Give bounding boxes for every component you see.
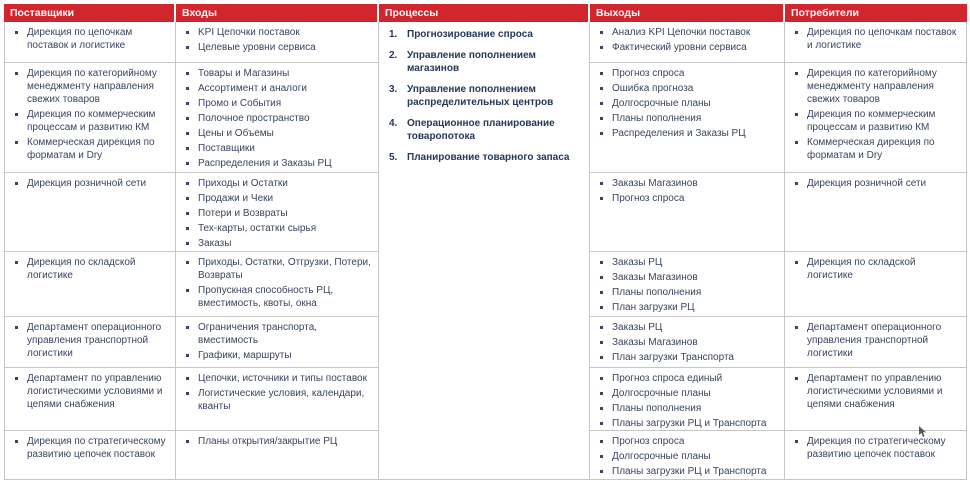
column-body-suppliers xyxy=(4,22,176,480)
bullet-icon xyxy=(795,113,798,116)
list-item-text: Заказы РЦ xyxy=(612,322,663,333)
list-item xyxy=(595,387,780,400)
list-item-text: Цены и Объемы xyxy=(198,128,274,139)
list-item-text: Потери и Возвраты xyxy=(198,208,288,219)
list-item xyxy=(10,67,171,106)
bullet-icon xyxy=(600,182,603,185)
bullet-icon xyxy=(186,242,189,245)
column-body-customers xyxy=(785,22,967,480)
list-item-text: Департамент по управлению логистическими условиями и цепями снабжения xyxy=(27,373,163,410)
list-item xyxy=(595,417,780,430)
list-item xyxy=(595,177,780,190)
table-cell xyxy=(5,63,175,173)
list-item xyxy=(181,222,374,235)
column-body-inputs xyxy=(176,22,379,480)
list-item xyxy=(10,177,171,190)
bullet-icon xyxy=(186,326,189,329)
bullet-icon xyxy=(600,392,603,395)
table-cell xyxy=(785,252,966,317)
column-suppliers xyxy=(4,4,176,480)
list-item-text: Ошибка прогноза xyxy=(612,83,694,94)
bullet-icon xyxy=(186,289,189,292)
bullet-icon xyxy=(795,261,798,264)
list-item xyxy=(181,142,374,155)
list-item xyxy=(10,256,171,282)
list-item xyxy=(181,82,374,95)
list-item xyxy=(595,351,780,364)
list-item-text: Фактический уровни сервиса xyxy=(612,42,747,53)
list-item xyxy=(10,26,171,52)
bullet-icon xyxy=(186,182,189,185)
list-item xyxy=(595,82,780,95)
list-item xyxy=(595,465,780,478)
list-item-text: Прогноз спроса xyxy=(612,193,685,204)
sipoc-table xyxy=(4,4,967,480)
list-item xyxy=(595,26,780,39)
process-number: 1. xyxy=(389,29,398,40)
table-cell xyxy=(5,22,175,63)
list-item-text: Заказы Магазинов xyxy=(612,337,698,348)
bullet-icon xyxy=(186,197,189,200)
table-cell xyxy=(590,22,784,63)
list-item-text: Заказы xyxy=(198,238,232,249)
list-item-text: Логистические условия, календари, кванты xyxy=(198,388,365,412)
column-header-processes: Процессы xyxy=(379,4,590,22)
bullet-icon xyxy=(15,261,18,264)
bullet-icon xyxy=(15,326,18,329)
column-inputs xyxy=(176,4,379,480)
table-cell xyxy=(590,431,784,480)
list-item xyxy=(595,372,780,385)
bullet-icon xyxy=(186,212,189,215)
bullet-icon xyxy=(600,455,603,458)
list-item-text: Дирекция по стратегическому развитию цепочек поставок xyxy=(27,436,166,460)
list-item-text: Пропускная способность РЦ, вместимость, квоты, окна xyxy=(198,285,334,309)
list-item xyxy=(181,26,374,39)
bullet-icon xyxy=(600,326,603,329)
list-item-text: Приходы, Остатки, Отгрузки, Потери, Возвраты xyxy=(198,257,371,281)
list-item xyxy=(595,435,780,448)
list-item xyxy=(790,26,962,52)
bullet-icon xyxy=(600,132,603,135)
bullet-icon xyxy=(600,102,603,105)
list-item xyxy=(595,97,780,110)
list-item-text: Цепочки, источники и типы поставок xyxy=(198,373,367,384)
process-number: 5. xyxy=(389,152,398,163)
column-body-outputs xyxy=(590,22,785,480)
bullet-icon xyxy=(186,147,189,150)
list-item-text: Поставщики xyxy=(198,143,255,154)
list-item xyxy=(790,256,962,282)
list-item xyxy=(181,112,374,125)
bullet-icon xyxy=(600,341,603,344)
bullet-icon xyxy=(15,113,18,116)
list-item xyxy=(181,372,374,385)
process-item xyxy=(379,49,587,75)
process-number: 3. xyxy=(389,84,398,95)
list-item-text: Департамент операционного управления транспортной логистики xyxy=(27,322,162,359)
list-item xyxy=(181,177,374,190)
list-item-text: Планы открытия/закрытие РЦ xyxy=(198,436,338,447)
list-item xyxy=(181,157,374,170)
bullet-icon xyxy=(186,87,189,90)
table-cell xyxy=(5,368,175,431)
bullet-icon xyxy=(600,276,603,279)
table-cell xyxy=(785,368,966,431)
column-processes xyxy=(379,4,590,480)
bullet-icon xyxy=(600,261,603,264)
list-item xyxy=(10,321,171,360)
column-header-suppliers: Поставщики xyxy=(4,4,176,22)
bullet-icon xyxy=(186,102,189,105)
table-cell xyxy=(5,252,175,317)
list-item xyxy=(181,349,374,362)
list-item xyxy=(181,284,374,310)
bullet-icon xyxy=(600,31,603,34)
bullet-icon xyxy=(600,87,603,90)
list-item-text: Целевые уровни сервиса xyxy=(198,42,316,53)
list-item xyxy=(790,321,962,360)
list-item xyxy=(595,256,780,269)
table-cell xyxy=(785,173,966,252)
list-item-text: Дирекция по коммерческим процессам и развитию КМ xyxy=(27,109,156,133)
list-item-text: Дирекция по коммерческим процессам и развитию КМ xyxy=(807,109,936,133)
list-item xyxy=(10,108,171,134)
list-item-text: Дирекция по цепочкам поставок и логистике xyxy=(27,27,133,51)
list-item xyxy=(181,387,374,413)
bullet-icon xyxy=(186,72,189,75)
list-item-text: Тех-карты, остатки сырья xyxy=(198,223,317,234)
bullet-icon xyxy=(600,306,603,309)
list-item-text: Анализ KPI Цепочки поставок xyxy=(612,27,751,38)
column-header-inputs: Входы xyxy=(176,4,379,22)
bullet-icon xyxy=(15,182,18,185)
table-cell xyxy=(176,63,378,173)
list-item xyxy=(181,207,374,220)
bullet-icon xyxy=(186,392,189,395)
table-cell xyxy=(176,173,378,252)
list-item xyxy=(10,435,171,461)
list-item-text: Дирекция розничной сети xyxy=(27,178,147,189)
list-item xyxy=(595,301,780,314)
list-item-text: Прогноз спроса xyxy=(612,68,685,79)
table-cell xyxy=(176,368,378,431)
list-item-text: Приходы и Остатки xyxy=(198,178,288,189)
bullet-icon xyxy=(600,422,603,425)
list-item xyxy=(181,237,374,250)
table-cell xyxy=(785,22,966,63)
process-text: Управление пополнением магазинов xyxy=(407,50,536,74)
list-item xyxy=(790,136,962,162)
mouse-cursor-icon xyxy=(918,426,928,438)
bullet-icon xyxy=(15,440,18,443)
list-item xyxy=(790,67,962,106)
process-number: 4. xyxy=(389,118,398,129)
list-item-text: Прогноз спроса единый xyxy=(612,373,723,384)
list-item-text: План загрузки Транспорта xyxy=(612,352,734,363)
list-item-text: Планы пополнения xyxy=(612,113,702,124)
list-item xyxy=(595,336,780,349)
list-item xyxy=(595,402,780,415)
process-text: Управление пополнением распределительных центров xyxy=(407,84,554,108)
table-cell xyxy=(176,317,378,368)
bullet-icon xyxy=(795,326,798,329)
bullet-icon xyxy=(186,162,189,165)
process-item xyxy=(379,28,587,41)
process-number: 2. xyxy=(389,50,398,61)
list-item-text: Долгосрочные планы xyxy=(612,388,711,399)
bullet-icon xyxy=(795,141,798,144)
list-item-text: Распределения и Заказы РЦ xyxy=(612,128,746,139)
list-item-text: Ограничения транспорта, вместимость xyxy=(198,322,318,346)
table-cell xyxy=(785,431,966,480)
list-item-text: Дирекция по стратегическому развитию цепочек поставок xyxy=(807,436,946,460)
bullet-icon xyxy=(600,291,603,294)
process-list xyxy=(379,22,589,164)
list-item xyxy=(790,435,962,461)
bullet-icon xyxy=(600,72,603,75)
table-cell xyxy=(590,368,784,431)
bullet-icon xyxy=(15,72,18,75)
table-cell xyxy=(785,63,966,173)
list-item-text: Долгосрочные планы xyxy=(612,98,711,109)
process-text: Прогнозирование спроса xyxy=(407,29,533,40)
table-cell xyxy=(590,63,784,173)
list-item xyxy=(595,321,780,334)
list-item xyxy=(595,271,780,284)
table-cell xyxy=(5,173,175,252)
table-cell xyxy=(590,252,784,317)
list-item xyxy=(181,435,374,448)
bullet-icon xyxy=(15,31,18,34)
list-item-text: Планы пополнения xyxy=(612,403,702,414)
list-item-text: Товары и Магазины xyxy=(198,68,290,79)
bullet-icon xyxy=(600,440,603,443)
list-item xyxy=(595,127,780,140)
list-item xyxy=(790,108,962,134)
list-item xyxy=(595,67,780,80)
list-item xyxy=(181,41,374,54)
list-item xyxy=(181,67,374,80)
process-text: Операционное планирование товаропотока xyxy=(407,118,555,142)
list-item xyxy=(181,256,374,282)
list-item xyxy=(595,286,780,299)
list-item-text: Прогноз спроса xyxy=(612,436,685,447)
list-item-text: Долгосрочные планы xyxy=(612,451,711,462)
table-cell xyxy=(176,22,378,63)
list-item-text: Дирекция по категорийному менеджменту направления свежих товаров xyxy=(807,68,937,105)
column-outputs xyxy=(590,4,785,480)
list-item-text: Дирекция по складской логистике xyxy=(807,257,916,281)
list-item-text: KPI Цепочки поставок xyxy=(198,27,300,38)
list-item xyxy=(181,127,374,140)
bullet-icon xyxy=(186,354,189,357)
bullet-icon xyxy=(186,377,189,380)
list-item-text: Департамент по управлению логистическими условиями и цепями снабжения xyxy=(807,373,943,410)
process-item xyxy=(379,117,587,143)
list-item-text: Департамент операционного управления транспортной логистики xyxy=(807,322,942,359)
list-item-text: Продажи и Чеки xyxy=(198,193,274,204)
table-cell xyxy=(176,431,378,480)
list-item-text: Ассортимент и аналоги xyxy=(198,83,307,94)
bullet-icon xyxy=(186,261,189,264)
bullet-icon xyxy=(186,46,189,49)
bullet-icon xyxy=(15,141,18,144)
column-header-outputs: Выходы xyxy=(590,4,785,22)
process-item xyxy=(379,83,587,109)
bullet-icon xyxy=(600,407,603,410)
list-item-text: Распределения и Заказы РЦ xyxy=(198,158,332,169)
list-item-text: Графики, маршруты xyxy=(198,350,292,361)
list-item-text: Заказы Магазинов xyxy=(612,272,698,283)
table-cell xyxy=(590,317,784,368)
bullet-icon xyxy=(600,117,603,120)
list-item-text: Коммерческая дирекция по форматам и Dry xyxy=(807,137,935,161)
list-item-text: Планы загрузки РЦ и Транспорта xyxy=(612,466,767,477)
list-item-text: Полочное пространство xyxy=(198,113,310,124)
list-item-text: Коммерческая дирекция по форматам и Dry xyxy=(27,137,155,161)
list-item xyxy=(181,192,374,205)
list-item xyxy=(10,372,171,411)
bullet-icon xyxy=(795,440,798,443)
list-item-text: Заказы Магазинов xyxy=(612,178,698,189)
list-item xyxy=(181,321,374,347)
bullet-icon xyxy=(600,356,603,359)
list-item xyxy=(10,136,171,162)
column-customers xyxy=(785,4,967,480)
bullet-icon xyxy=(15,377,18,380)
bullet-icon xyxy=(795,31,798,34)
list-item xyxy=(790,372,962,411)
table-cell xyxy=(590,173,784,252)
list-item xyxy=(595,450,780,463)
table-cell xyxy=(5,317,175,368)
column-header-customers: Потребители xyxy=(785,4,967,22)
list-item-text: Планы пополнения xyxy=(612,287,702,298)
list-item-text: Планы загрузки РЦ и Транспорта xyxy=(612,418,767,429)
list-item-text: Дирекция розничной сети xyxy=(807,178,927,189)
bullet-icon xyxy=(795,377,798,380)
list-item xyxy=(595,192,780,205)
list-item-text: Дирекция по цепочкам поставок и логистике xyxy=(807,27,957,51)
list-item-text: План загрузки РЦ xyxy=(612,302,695,313)
bullet-icon xyxy=(186,440,189,443)
table-cell xyxy=(176,252,378,317)
list-item xyxy=(790,177,962,190)
bullet-icon xyxy=(600,377,603,380)
bullet-icon xyxy=(600,197,603,200)
list-item-text: Промо и События xyxy=(198,98,282,109)
bullet-icon xyxy=(186,132,189,135)
bullet-icon xyxy=(186,117,189,120)
column-body-processes xyxy=(379,22,590,480)
process-text: Планирование товарного запаса xyxy=(407,152,570,163)
table-cell xyxy=(785,317,966,368)
list-item-text: Дирекция по категорийному менеджменту направления свежих товаров xyxy=(27,68,157,105)
bullet-icon xyxy=(186,31,189,34)
list-item xyxy=(181,97,374,110)
bullet-icon xyxy=(186,227,189,230)
bullet-icon xyxy=(600,46,603,49)
table-cell xyxy=(5,431,175,480)
bullet-icon xyxy=(795,72,798,75)
list-item xyxy=(595,41,780,54)
list-item xyxy=(595,112,780,125)
bullet-icon xyxy=(795,182,798,185)
list-item-text: Дирекция по складской логистике xyxy=(27,257,136,281)
process-item xyxy=(379,151,587,164)
list-item-text: Заказы РЦ xyxy=(612,257,663,268)
bullet-icon xyxy=(600,470,603,473)
